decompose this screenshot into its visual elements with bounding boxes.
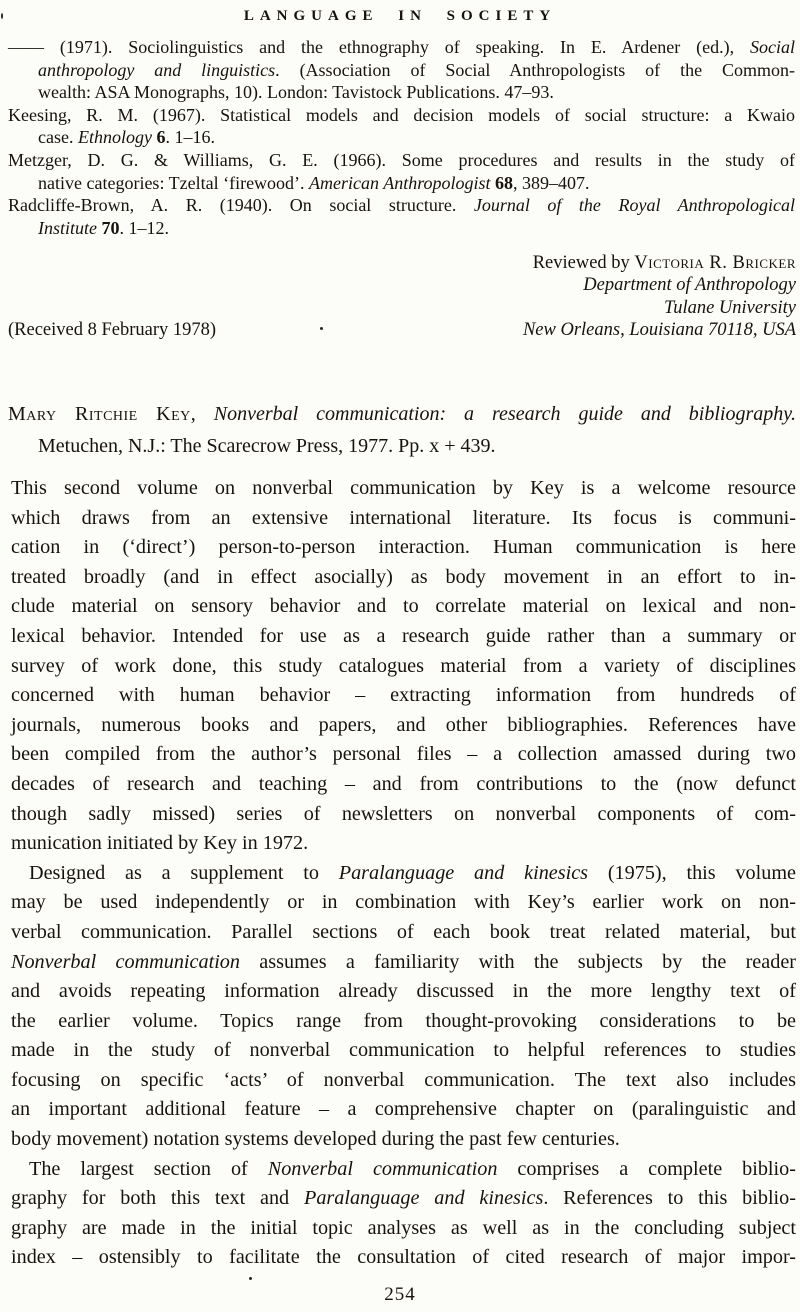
text-run: ,: [190, 403, 214, 425]
body-line: [11, 592, 796, 622]
text-run: 68: [495, 172, 514, 193]
body-line: [11, 740, 796, 770]
text-run: graphy are made in the initial topic analyses as well as in the concluding subject: [11, 1216, 796, 1239]
body-line: [11, 948, 796, 978]
text-run: Designed as a supplement to: [29, 861, 339, 884]
text-run: native categories: Tzeltal ‘firewood’.: [38, 172, 310, 193]
body-line: [11, 474, 796, 504]
text-run: . (Association of Social Anthropologists of the Common-: [275, 59, 795, 80]
body-line: [11, 1066, 796, 1096]
text-run: concerned with human behavior – extracting information from hundreds of: [11, 684, 796, 707]
text-run: verbal communication. Parallel sections of each book treat related material, but: [11, 920, 796, 943]
body-line: [11, 888, 796, 918]
reference-line: [8, 81, 795, 104]
text-run: treated broadly (and in effect asocially) as body movement in an effort to in-: [11, 565, 796, 588]
text-run: focusing on specific ‘acts’ of nonverbal communication. The text also includes: [11, 1068, 796, 1091]
text-run: Metzger, D. G. & Williams, G. E. (1966). Some procedures and results in the study of: [8, 149, 795, 170]
body-line: [11, 622, 796, 652]
text-run: Paralanguage and kinesics: [338, 861, 589, 884]
text-run: Reviewed by: [532, 253, 635, 273]
text-run: journals, numerous books and papers, and other bibliographies. References have: [11, 713, 796, 736]
text-run: clude material on sensory behavior and to correlate material on lexical and non-: [11, 595, 796, 618]
text-run: lexical behavior. Intended for use as a research guide rather than a summary or: [11, 624, 796, 647]
text-run: Radcliffe-Brown, A. R. (1940). On social structure.: [8, 195, 474, 216]
body-line: [11, 1125, 796, 1155]
text-run: survey of work done, this study catalogues material from a variety of disciplines: [11, 654, 796, 677]
body-line: [11, 563, 796, 593]
reference-line: [8, 149, 795, 172]
reviewer-block: [8, 252, 796, 342]
body-line: [11, 918, 796, 948]
text-run: 70: [101, 217, 120, 238]
review-body: [11, 474, 796, 1273]
scan-speck: [249, 1277, 252, 1280]
reviewer-line: [523, 274, 796, 296]
text-run: Nonverbal communication: [11, 950, 240, 973]
body-line: [11, 800, 796, 830]
references-section: [8, 36, 795, 239]
body-line: [11, 1036, 796, 1066]
text-run: Keesing, R. M. (1967). Statistical models and decision models of social structure: a Kwaio: [8, 104, 795, 125]
text-run: Victoria R. Bricker: [634, 253, 796, 273]
review-paragraph: [11, 1155, 796, 1273]
body-line: [11, 1184, 796, 1214]
body-line: [11, 1155, 796, 1185]
reviewer-signature: [523, 252, 796, 342]
reviewer-line: [523, 297, 796, 319]
body-line: [11, 711, 796, 741]
text-run: comprises a complete biblio-: [497, 1157, 796, 1180]
text-run: —— (1971). Sociolinguistics and the ethnography of speaking. In E. Ardener (ed.),: [8, 37, 750, 57]
text-run: Paralanguage and kinesics: [303, 1187, 544, 1210]
body-line: [11, 770, 796, 800]
text-run: been compiled from the author’s personal files – a collection amassed during two: [11, 743, 796, 766]
reference-line: [8, 104, 795, 127]
text-run: may be used independently or in combination with Key’s earlier work on non-: [11, 891, 796, 914]
text-run: case.: [38, 127, 78, 148]
text-run: cation in (‘direct’) person-to-person interaction. Human communication is here: [11, 536, 796, 559]
text-run: Nonverbal communication: [267, 1157, 498, 1180]
text-run: . 1–12.: [119, 217, 169, 238]
text-run: Institute: [38, 217, 97, 238]
book-review-heading: [8, 398, 796, 462]
body-line: [11, 859, 796, 889]
body-line: [11, 977, 796, 1007]
text-run: New Orleans, Louisiana 70118, USA: [522, 320, 796, 341]
reference-line: [8, 194, 795, 217]
body-line: [11, 829, 796, 859]
scan-speck: [1, 13, 3, 19]
reference-entry: [8, 104, 795, 149]
text-run: decades of research and teaching – and from contributions to the (now defunct: [11, 772, 796, 795]
text-run: an important additional feature – a comprehensive chapter on (paralinguistic and: [11, 1098, 796, 1121]
text-run: wealth: ASA Monographs, 10). London: Tavistock Publications. 47–93.: [38, 82, 554, 103]
text-run: body movement) notation systems developed during the past few centuries.: [11, 1128, 620, 1151]
text-run: index – ostensibly to facilitate the consultation of cited research of major impor-: [11, 1246, 796, 1269]
text-run: assumes a familiarity with the subjects by the reader: [240, 950, 796, 973]
text-run: (1975), this volume: [588, 861, 796, 884]
reviewer-line: [523, 252, 796, 274]
text-run: American Anthropologist: [309, 172, 491, 193]
body-line: [11, 1095, 796, 1125]
reference-line: [8, 172, 795, 195]
text-run: The largest section of: [29, 1157, 268, 1180]
reference-entry: [8, 36, 795, 104]
body-line: [11, 1007, 796, 1037]
text-run: , 389–407.: [513, 172, 590, 193]
text-run: . References to this biblio-: [543, 1187, 796, 1210]
review-paragraph: [11, 474, 796, 859]
text-run: Nonverbal communication: a research guide and bibliography.: [213, 403, 797, 425]
text-run: though sadly missed) series of newsletters on nonverbal components of com-: [11, 802, 796, 825]
text-run: made in the study of nonverbal communication to helpful references to studies: [11, 1039, 796, 1062]
text-run: which draws from an extensive international literature. Its focus is communi-: [11, 506, 796, 529]
text-run: anthropology and linguistics: [38, 59, 276, 80]
reference-entry: [8, 149, 795, 194]
reviewer-line: [523, 319, 796, 341]
book-heading-line: [8, 430, 796, 462]
text-run: the earlier volume. Topics range from thought-provoking considerations to be: [11, 1009, 796, 1032]
text-run: Social: [750, 37, 795, 57]
journal-running-head: LANGUAGE IN SOCIETY: [243, 8, 557, 24]
text-run: Metuchen, N.J.: The Scarecrow Press, 1977. Pp. x + 439.: [38, 435, 496, 457]
body-line: [11, 1243, 796, 1273]
body-line: [11, 1214, 796, 1244]
reference-entry: [8, 194, 795, 239]
reference-line: [8, 126, 795, 149]
body-line: [11, 681, 796, 711]
text-run: Tulane University: [663, 297, 796, 318]
text-run: graphy for both this text and: [11, 1187, 304, 1210]
text-run: and avoids repeating information already discussed in the more lengthy text of: [11, 980, 796, 1003]
text-run: Department of Anthropology: [583, 275, 796, 296]
reference-line: [8, 36, 795, 59]
body-line: [11, 533, 796, 563]
text-run: Journal of the Royal Anthropological: [473, 195, 795, 216]
text-run: This second volume on nonverbal communication by Key is a welcome resource: [11, 477, 796, 499]
text-run: . 1–16.: [165, 127, 215, 148]
reference-line: [8, 59, 795, 82]
scan-speck: [320, 327, 323, 330]
text-run: Mary Ritchie Key: [8, 403, 191, 425]
reference-line: [8, 217, 795, 240]
text-run: Ethnology: [77, 127, 152, 148]
text-run: munication initiated by Key in 1972.: [11, 832, 309, 855]
text-run: 6: [156, 127, 166, 148]
received-date: (Received 8 February 1978): [8, 320, 217, 341]
body-line: [11, 652, 796, 682]
book-heading-line: [8, 398, 796, 430]
body-line: [11, 504, 796, 534]
review-paragraph: [11, 859, 796, 1155]
page-number: 254: [384, 1284, 416, 1305]
